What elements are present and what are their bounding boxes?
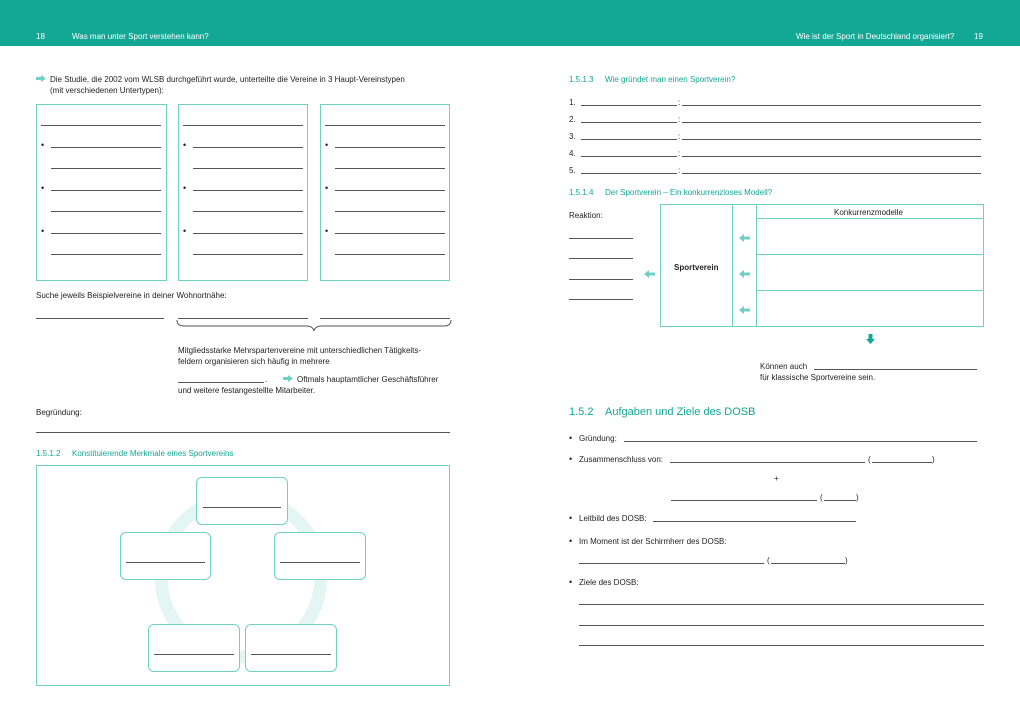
- examples-label: Suche jeweils Beispielvereine in deiner Wohnortnähe:: [36, 291, 227, 300]
- text-line4: und weitere festangestellte Mitarbeiter.: [178, 386, 315, 395]
- bullet: •: [325, 183, 329, 193]
- left-page-number: 18: [36, 32, 45, 41]
- arrow-right-icon: [283, 375, 293, 382]
- typebox-3-line[interactable]: [325, 125, 445, 126]
- merkmal-box-right: [274, 532, 366, 580]
- zusammenschluss-label: Zusammenschluss von:: [579, 455, 664, 464]
- step-line-short[interactable]: [581, 105, 677, 106]
- merkmal-box-bottom-left: [148, 624, 240, 672]
- example-line-2[interactable]: [178, 318, 308, 319]
- typebox-1-line[interactable]: [51, 211, 161, 212]
- typebox-3-bullet-line[interactable]: [335, 147, 445, 148]
- intro-text-line2: (mit verschiedenen Untertypen):: [50, 86, 164, 95]
- step-line-long[interactable]: [682, 173, 981, 174]
- paren-close: ): [932, 455, 935, 464]
- konkurrenz-cell-3[interactable]: [756, 290, 984, 327]
- step-colon: :: [678, 149, 681, 158]
- paren-close: ): [845, 556, 848, 565]
- section-number-152: 1.5.2: [569, 406, 594, 418]
- typebox-2-line[interactable]: [183, 125, 303, 126]
- paren-open: (: [820, 493, 823, 502]
- typebox-1-line[interactable]: [41, 125, 161, 126]
- section-title-1512: Konstituierende Merkmale eines Sportvereins: [72, 449, 234, 458]
- section-title-152: Aufgaben und Ziele des DOSB: [605, 406, 756, 418]
- bullet: •: [41, 183, 45, 193]
- typebox-2-line[interactable]: [193, 211, 303, 212]
- typebox-2-bullet-line[interactable]: [193, 233, 303, 234]
- begruendung-line[interactable]: [36, 432, 450, 433]
- intro-text-line1: Die Studie, die 2002 vom WLSB durchgeführt wurde, unterteilte die Vereine in 3 Haupt-Vereinstypen: [50, 75, 405, 84]
- merkmal-line-right[interactable]: [280, 562, 360, 563]
- bullet: •: [183, 140, 187, 150]
- bullet: •: [41, 140, 45, 150]
- typebox-1-bullet-line[interactable]: [51, 190, 161, 191]
- bullet: •: [183, 226, 187, 236]
- arrow-left-icon: [739, 306, 750, 314]
- section-title-1514: Der Sportverein – Ein konkurrenzloses Modell?: [605, 188, 773, 197]
- konkurrenz-cell-2[interactable]: [756, 254, 984, 291]
- step-line-short[interactable]: [581, 173, 677, 174]
- bullet: •: [569, 454, 573, 464]
- arrow-left-icon: [739, 270, 750, 278]
- arrow-down-icon: [866, 334, 875, 344]
- step-colon: :: [678, 166, 681, 175]
- step-number: 5.: [569, 166, 576, 175]
- section-number-1512: 1.5.1.2: [36, 449, 61, 458]
- konkurrenz-cell-1[interactable]: [756, 218, 984, 255]
- koennen-line1: Können auch: [760, 362, 808, 371]
- reaktion-line-2[interactable]: [569, 258, 633, 259]
- right-page-number: 19: [974, 32, 983, 41]
- bullet: •: [183, 183, 187, 193]
- step-colon: :: [678, 132, 681, 141]
- step-line-long[interactable]: [682, 156, 981, 157]
- example-line-3[interactable]: [320, 318, 450, 319]
- typebox-1-bullet-line[interactable]: [51, 147, 161, 148]
- step-number: 4.: [569, 149, 576, 158]
- merkmal-line-left[interactable]: [126, 562, 205, 563]
- typebox-3-line[interactable]: [335, 254, 445, 255]
- step-line-long[interactable]: [682, 105, 981, 106]
- example-line-1[interactable]: [36, 318, 164, 319]
- step-colon: :: [678, 98, 681, 107]
- fill-line-organisation[interactable]: [178, 382, 264, 383]
- typebox-3-line[interactable]: [335, 168, 445, 169]
- typebox-2-bullet-line[interactable]: [193, 147, 303, 148]
- section-number-1513: 1.5.1.3: [569, 75, 594, 84]
- leitbild-label: Leitbild des DOSB:: [579, 514, 647, 523]
- step-line-short[interactable]: [581, 139, 677, 140]
- arrow-right-icon: [36, 75, 46, 82]
- koennen-fill-line[interactable]: [814, 369, 977, 370]
- ziele-line-2[interactable]: [579, 625, 984, 626]
- koennen-line2: für klassische Sportvereine sein.: [760, 373, 876, 382]
- typebox-1-line[interactable]: [51, 254, 161, 255]
- bullet: •: [41, 226, 45, 236]
- zusammenschluss-year-1[interactable]: [872, 462, 932, 463]
- leitbild-line[interactable]: [653, 521, 856, 522]
- gruendung-line[interactable]: [624, 441, 977, 442]
- step-line-long[interactable]: [682, 139, 981, 140]
- text-line3b: Oftmals hauptamtlicher Geschäftsführer: [297, 375, 439, 384]
- zusammenschluss-year-2[interactable]: [824, 500, 856, 501]
- merkmal-box-top: [196, 477, 288, 525]
- ziele-line-1[interactable]: [579, 604, 984, 605]
- zusammenschluss-line-2[interactable]: [671, 500, 817, 501]
- konkurrenz-label: Konkurrenzmodelle: [834, 208, 903, 217]
- schirmherr-label: Im Moment ist der Schirmherr des DOSB:: [579, 537, 727, 546]
- typebox-3-bullet-line[interactable]: [335, 233, 445, 234]
- typebox-2-line[interactable]: [193, 168, 303, 169]
- curly-brace: [176, 320, 452, 332]
- zusammenschluss-line-1[interactable]: [670, 462, 865, 463]
- text-line3-dot: .: [265, 375, 268, 384]
- text-line1: Mitgliedsstarke Mehrspartenvereine mit unterschiedlichen Tätigkeits-: [178, 346, 422, 355]
- right-header-title: Wie ist der Sport in Deutschland organisiert?: [796, 32, 955, 41]
- left-header-title: Was man unter Sport verstehen kann?: [72, 32, 209, 41]
- step-colon: :: [678, 115, 681, 124]
- bullet: •: [569, 433, 573, 443]
- arrow-left-icon: [644, 270, 655, 278]
- typebox-1-line[interactable]: [51, 168, 161, 169]
- section-title-1513: Wie gründet man einen Sportverein?: [605, 75, 736, 84]
- merkmal-line-bottom-right[interactable]: [251, 654, 331, 655]
- reaktion-label: Reaktion:: [569, 211, 603, 220]
- merkmal-line-top[interactable]: [203, 507, 281, 508]
- ziele-line-3[interactable]: [579, 645, 984, 646]
- ziele-label: Ziele des DOSB:: [579, 578, 639, 587]
- step-line-short[interactable]: [581, 156, 677, 157]
- step-number: 2.: [569, 115, 576, 124]
- schirmherr-line[interactable]: [579, 563, 764, 564]
- merkmal-line-bottom-left[interactable]: [154, 654, 234, 655]
- merkmal-box-left: [120, 532, 211, 580]
- step-line-short[interactable]: [581, 122, 677, 123]
- reaktion-line-1[interactable]: [569, 238, 633, 239]
- paren-open: (: [767, 556, 770, 565]
- bullet: •: [569, 513, 573, 523]
- typebox-1-bullet-line[interactable]: [51, 233, 161, 234]
- typebox-3-line[interactable]: [335, 211, 445, 212]
- bullet: •: [325, 226, 329, 236]
- typebox-2-line[interactable]: [193, 254, 303, 255]
- schirmherr-year[interactable]: [771, 563, 845, 564]
- arrow-left-icon: [739, 234, 750, 242]
- reaktion-line-3[interactable]: [569, 279, 633, 280]
- section-number-1514: 1.5.1.4: [569, 188, 594, 197]
- step-number: 1.: [569, 98, 576, 107]
- step-line-long[interactable]: [682, 122, 981, 123]
- gruendung-label: Gründung:: [579, 434, 617, 443]
- typebox-3-bullet-line[interactable]: [335, 190, 445, 191]
- paren-open: (: [868, 455, 871, 464]
- bullet: •: [325, 140, 329, 150]
- paren-close: ): [856, 493, 859, 502]
- plus-sign: +: [774, 474, 779, 483]
- page-header: [0, 0, 1020, 46]
- step-number: 3.: [569, 132, 576, 141]
- bullet: •: [569, 577, 573, 587]
- text-line2: feldern organisieren sich häufig in mehrere: [178, 357, 330, 366]
- merkmal-box-bottom-right: [245, 624, 337, 672]
- typebox-2-bullet-line[interactable]: [193, 190, 303, 191]
- sportverein-label: Sportverein: [674, 263, 719, 272]
- bullet: •: [569, 536, 573, 546]
- reaktion-line-4[interactable]: [569, 299, 633, 300]
- begruendung-label: Begründung:: [36, 408, 82, 417]
